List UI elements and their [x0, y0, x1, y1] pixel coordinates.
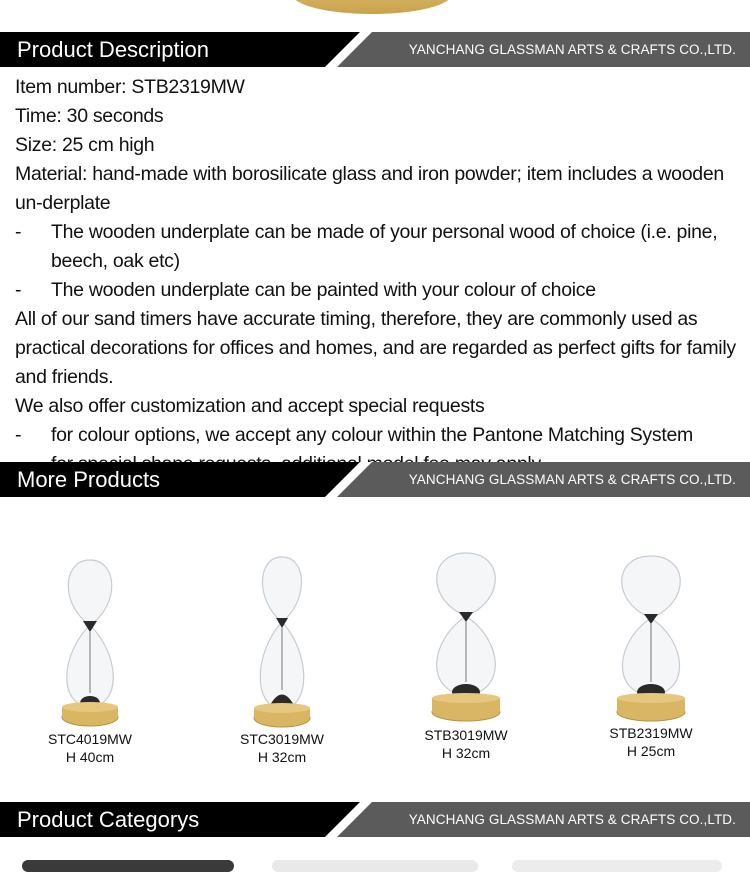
bullet-dash: -	[15, 221, 22, 243]
hourglass-image	[50, 555, 130, 730]
product-card[interactable]	[386, 550, 546, 762]
more-products-grid	[0, 540, 750, 780]
material-note	[15, 218, 745, 276]
bullet-dash: -	[15, 279, 22, 301]
categories-banner	[0, 802, 750, 837]
banner-company: YANCHANG GLASSMAN ARTS & CRAFTS CO.,LTD.	[408, 42, 736, 57]
timer-size: Size: 25 cm high	[15, 134, 155, 156]
category-tile[interactable]	[22, 860, 234, 872]
material-note-text: The wooden underplate can be made of your personal wood of choice (i.e. pine, beech, oak etc)	[51, 221, 718, 272]
hourglass-image	[601, 552, 701, 724]
category-tile[interactable]	[272, 860, 478, 872]
material-note-text: The wooden underplate can be painted with your colour of choice	[51, 279, 596, 301]
usage-text: All of our sand timers have accurate timing, therefore, they are commonly used as practical decorations for offices and homes, and are regarded as perfect gifts for family and friends.	[15, 308, 736, 388]
custom-note	[15, 421, 745, 450]
item-number: Item number: STB2319MW	[15, 76, 245, 98]
product-height: H 40cm	[65, 749, 115, 765]
product-height: H 32cm	[441, 745, 491, 761]
banner-title: Product Description	[17, 37, 209, 62]
product-card[interactable]	[10, 555, 170, 766]
custom-note-text: for colour options, we accept any colour within the Pantone Matching System	[51, 424, 693, 446]
timer-material: Material: hand-made with borosilicate glass and iron powder; item includes a wooden un-derplate	[15, 163, 724, 214]
more-products-banner	[0, 462, 750, 497]
product-card[interactable]	[571, 552, 731, 760]
hourglass-image	[242, 552, 322, 730]
product-description	[15, 73, 745, 479]
category-tile[interactable]	[512, 860, 722, 872]
product-height: H 32cm	[257, 749, 307, 765]
product-code: STB2319MW	[609, 725, 693, 741]
description-banner	[0, 32, 750, 67]
material-note	[15, 276, 745, 305]
product-height: H 25cm	[626, 743, 676, 759]
banner-title: Product Categorys	[17, 807, 200, 832]
banner-title: More Products	[17, 467, 161, 492]
product-code: STC4019MW	[47, 731, 133, 747]
hourglass-image	[416, 550, 516, 726]
timer-time: Time: 30 seconds	[15, 105, 164, 127]
category-strip	[0, 858, 750, 866]
banner-company: YANCHANG GLASSMAN ARTS & CRAFTS CO.,LTD.	[408, 472, 736, 487]
product-code: STC3019MW	[239, 731, 325, 747]
bullet-dash: -	[15, 424, 22, 446]
product-code: STB3019MW	[424, 727, 508, 743]
banner-company: YANCHANG GLASSMAN ARTS & CRAFTS CO.,LTD.	[408, 812, 736, 827]
customization-text: We also offer customization and accept special requests	[15, 395, 485, 417]
product-image-base-top	[292, 0, 452, 14]
product-card[interactable]	[202, 552, 362, 766]
